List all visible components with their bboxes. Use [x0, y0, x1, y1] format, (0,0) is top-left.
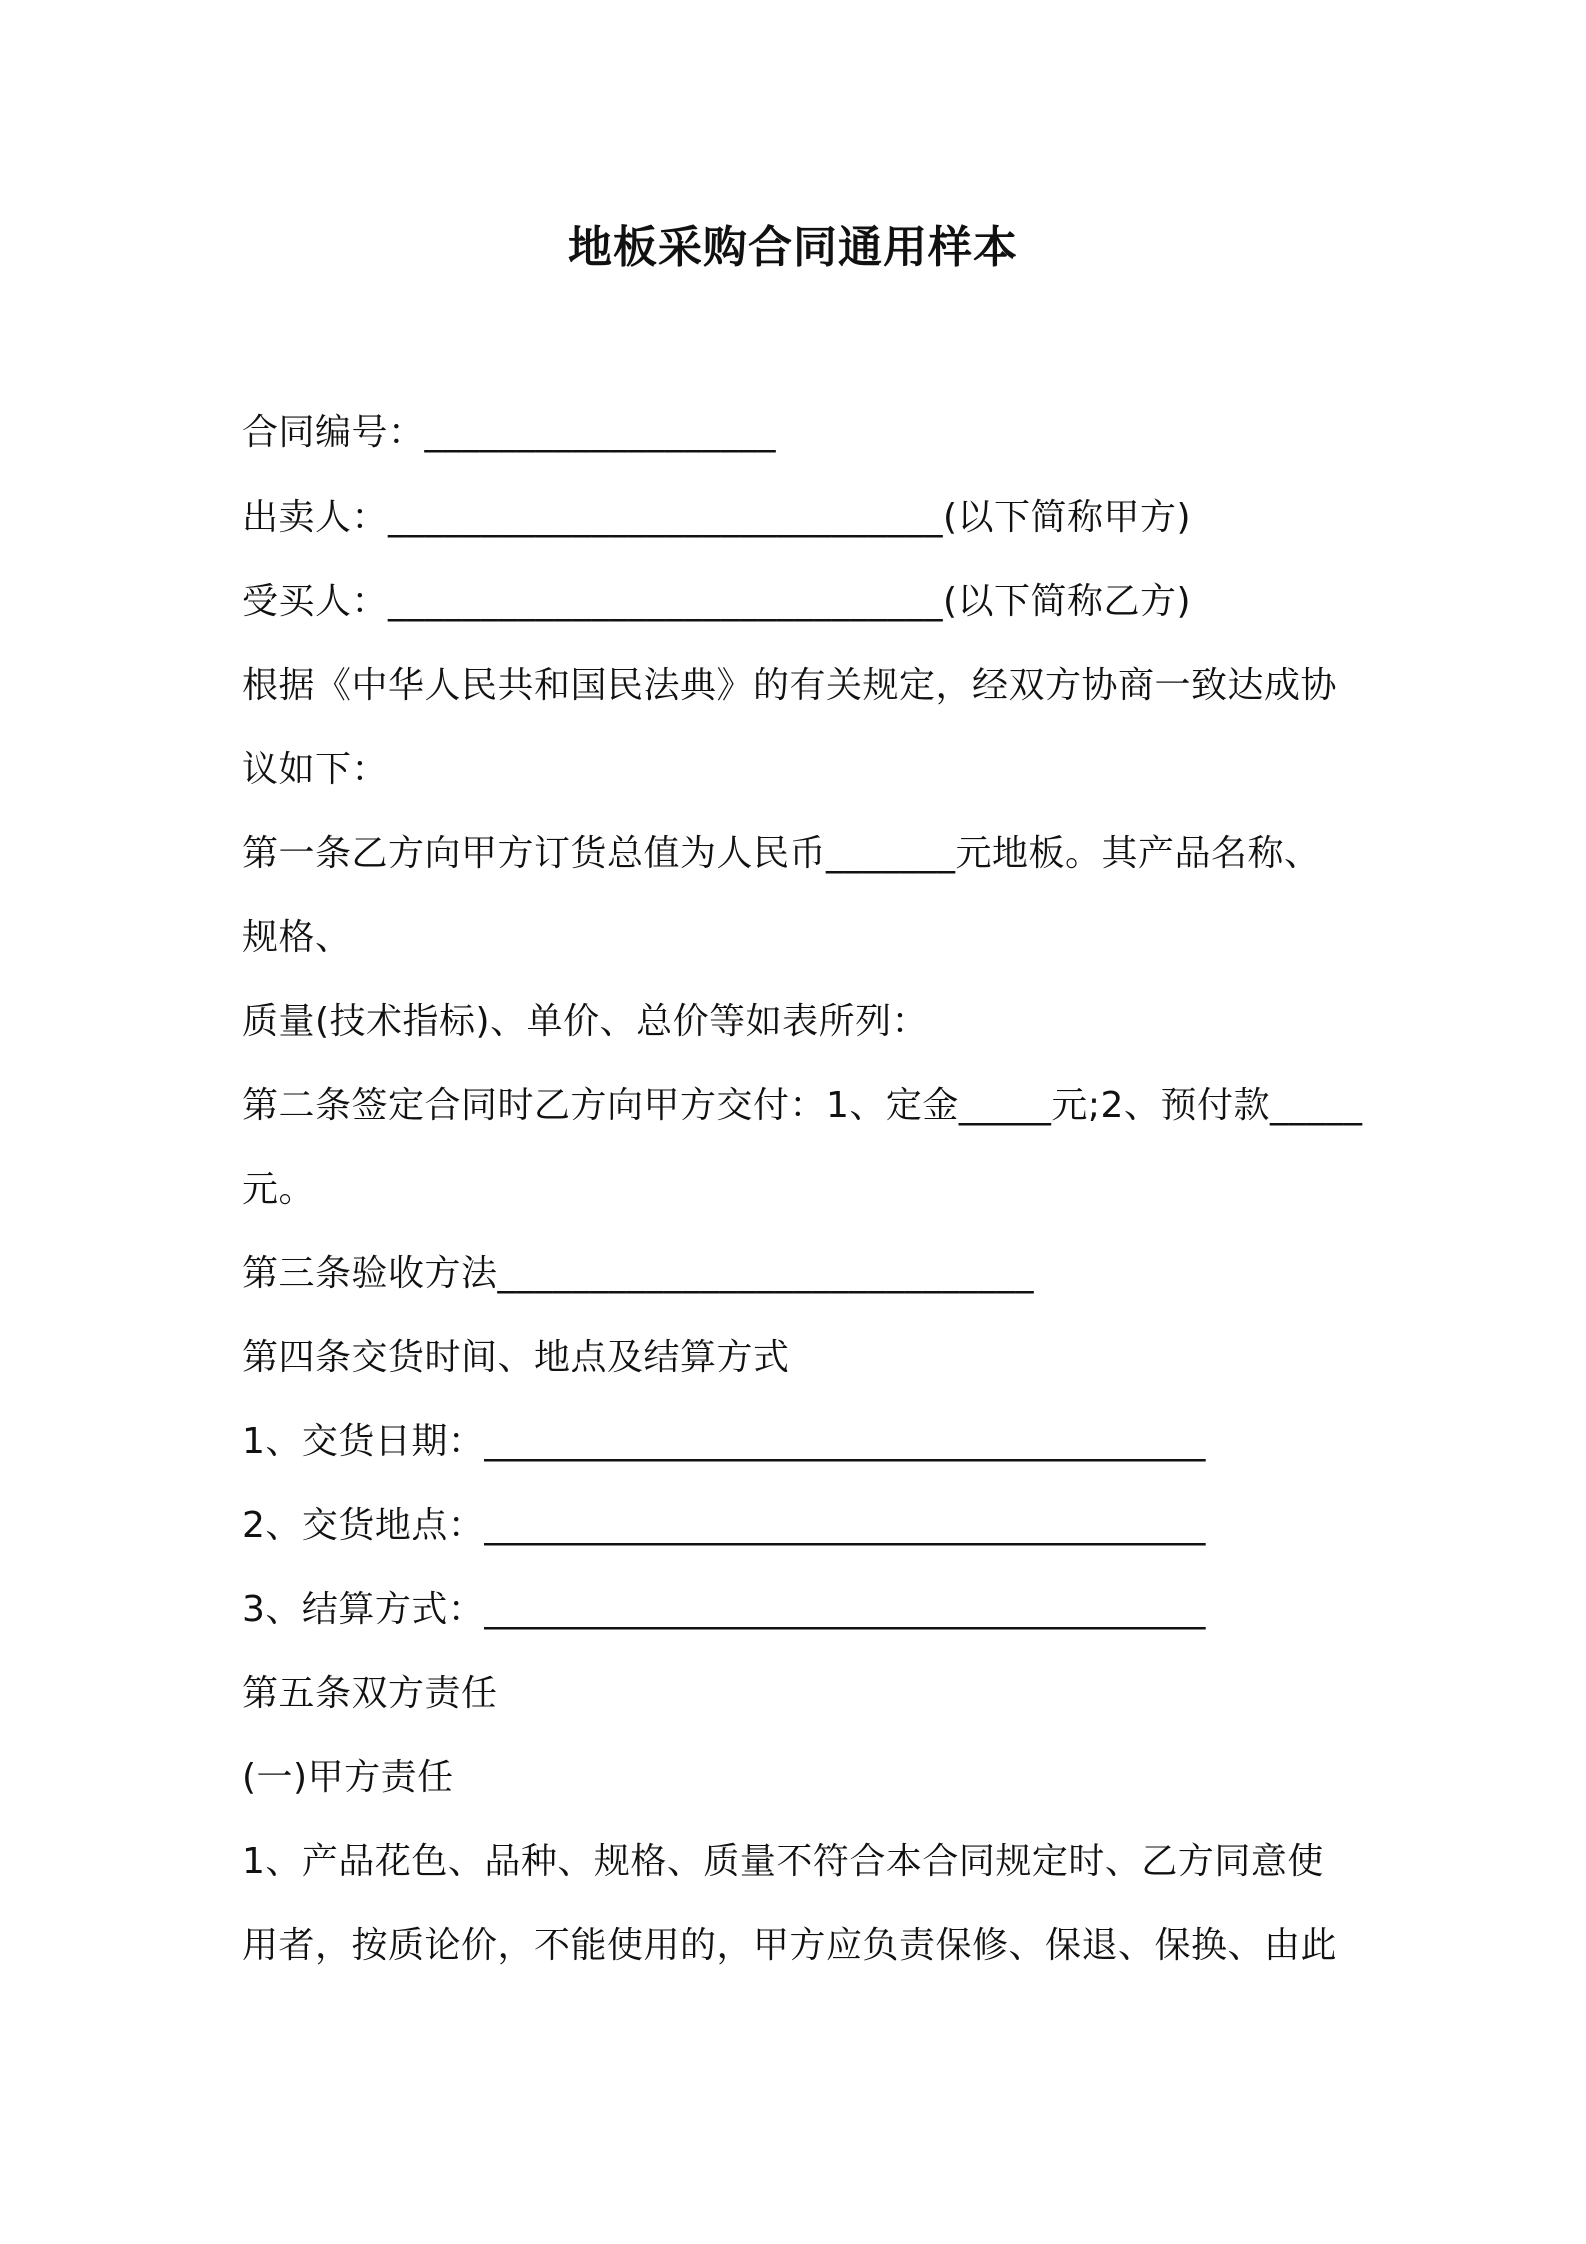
- delivery-date-line: 1、交货日期：_______________________________________: [242, 1421, 1206, 1462]
- article-1-line-1: 第一条乙方向甲方订货总值为人民币_______元地板。其产品名称、: [242, 833, 1321, 874]
- preamble-line-1: 根据《中华人民共和国民法典》的有关规定，经双方协商一致达成协: [242, 665, 1338, 706]
- article-2-line-1: 第二条签定合同时乙方向甲方交付：1、定金_____元;2、预付款_____: [242, 1085, 1363, 1126]
- responsibility-item-1-line-2: 用者，按质论价，不能使用的，甲方应负责保修、保退、保换、由此: [242, 1925, 1338, 1966]
- article-1-line-3: 质量(技术指标)、单价、总价等如表所列：: [242, 1001, 929, 1042]
- party-a-responsibility-heading: (一)甲方责任: [242, 1757, 454, 1798]
- article-4-heading: 第四条交货时间、地点及结算方式: [242, 1337, 790, 1378]
- contract-number-line: 合同编号：___________________: [242, 412, 777, 453]
- responsibility-item-1-line-1: 1、产品花色、品种、规格、质量不符合本合同规定时、乙方同意使: [242, 1841, 1324, 1882]
- document-title: 地板采购合同通用样本: [568, 222, 1018, 273]
- preamble-line-2: 议如下：: [242, 749, 389, 790]
- settlement-method-line: 3、结算方式：_______________________________________: [242, 1589, 1206, 1630]
- article-1-line-2: 规格、: [242, 917, 352, 958]
- seller-line: 出卖人：______________________________(以下简称甲方): [242, 497, 1192, 538]
- article-5-heading: 第五条双方责任: [242, 1673, 498, 1714]
- buyer-line: 受买人：______________________________(以下简称乙方): [242, 581, 1192, 622]
- delivery-place-line: 2、交货地点：_______________________________________: [242, 1505, 1206, 1546]
- article-3-line: 第三条验收方法_____________________________: [242, 1253, 1035, 1294]
- article-2-line-2: 元。: [242, 1169, 316, 1210]
